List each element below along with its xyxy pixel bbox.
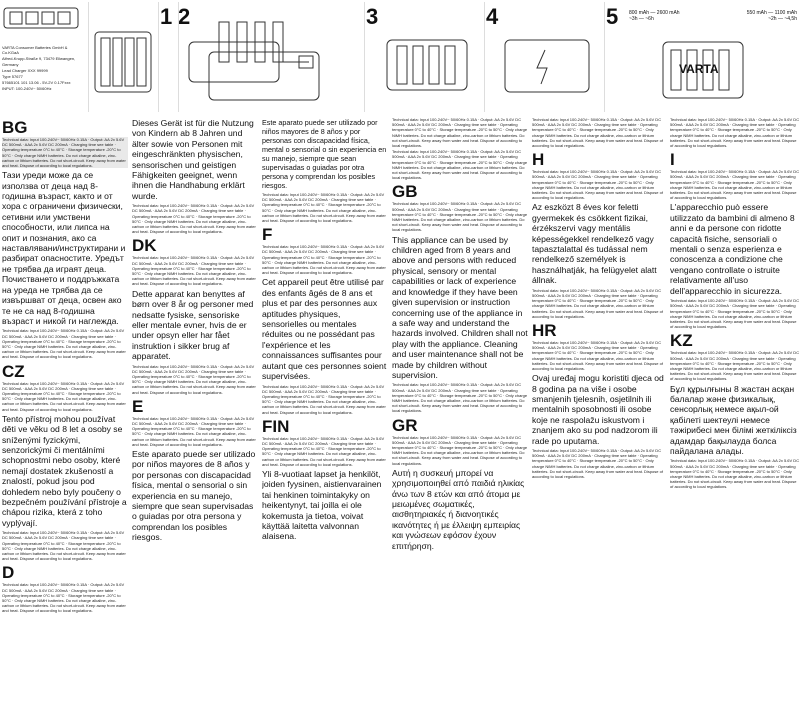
language-code: E	[132, 396, 144, 416]
fine-print: Technical data: Input 100-240V~ 50/60Hz 0.15A · Output: AA 2x 5.6V DC 500mA · AAA 2x 5.6V DC 200mA · Charging time see table · Operating temperature 0°C to 40°C · Storage temperature -20°C to 50°C · Only charge NiMH batteries. Do not charge alkaline, zinc-carbon or lithium batteries. Do not short-circuit. Keep away from water and heat. Dispose of according to local regulations.	[262, 383, 386, 415]
language-code: GR	[392, 415, 418, 435]
fine-print: Technical data: Input 100-240V~ 50/60Hz 0.15A · Output: AA 2x 5.6V DC 500mA · AAA 2x 5.6V DC 200mA · Charging time see table · Operating temperature 0°C to 40°C · Storage temperature -20°C to 50°C · Only charge NiMH batteries. Do not charge alkaline, zinc-carbon or lithium batteries. Do not short-circuit. Keep away from water and heat. Dispose of according to local regulations.	[392, 434, 528, 466]
safety-notice: Este aparato puede ser utilizado por niños mayores de 8 años y por personas con discapacidad física, mental o sensorial o sin experiencia en su manejo, siempre que sean supervisadas o guiadas por otra persona y comprendan los posibles riesgos.	[132, 448, 256, 543]
fine-print: Technical data: Input 100-240V~ 50/60Hz 0.15A · Output: AA 2x 5.6V DC 500mA · AAA 2x 5.6V DC 200mA · Charging time see table · Operating temperature 0°C to 40°C · Storage temperature -20°C to 50°C · Only charge NiMH batteries. Do not charge alkaline, zinc-carbon or lithium batteries. Do not short-circuit. Keep away from water and heat. Dispose of according to local regulations.	[132, 363, 256, 395]
company-line: Type 57677	[2, 74, 23, 80]
language-code: KZ	[670, 331, 693, 351]
column-1	[2, 116, 128, 722]
column-5	[532, 116, 666, 722]
safety-notice: Ovaj uređaj mogu koristiti djeca od 8 godina pa na više i osobe smanjenih tjelesnih, osjetilnih ili mentalnih sposobnosti ili osobe koje ne raspolažu iskustvom i znanjem ako su pod nadzorom ili rade po uputama.	[532, 373, 664, 446]
safety-notice: Yli 8-vuotiaat lapset ja henkilöt, joiden fyysinen, aistienvarainen tai henkinen toimintakyky on heikentynyt, tai joilla ei ole kokemusta ja tietoa, voivat käyttää laitetta valvonnan alaisena.	[262, 468, 382, 542]
fine-print: Technical data: Input 100-240V~ 50/60Hz 0.15A · Output: AA 2x 5.6V DC 500mA · AAA 2x 5.6V DC 200mA · Charging time see table · Operating temperature 0°C to 40°C · Storage temperature -20°C to 50°C · Only charge NiMH batteries. Do not charge alkaline, zinc-carbon or lithium batteries. Do not short-circuit. Keep away from water and heat. Dispose of according to local regulations.	[2, 530, 126, 562]
brand-logo: VARTA	[679, 62, 719, 76]
fine-print: Technical data: Input 100-240V~ 50/60Hz 0.15A · Output: AA 2x 5.6V DC 500mA · AAA 2x 5.6V DC 200mA · Charging time see table · Operating temperature 0°C to 40°C · Storage temperature -20°C to 50°C · Only charge NiMH batteries. Do not charge alkaline, zinc-carbon or lithium batteries. Do not short-circuit. Keep away from water and heat. Dispose of according to local regulations.	[532, 117, 663, 149]
language-code: CZ	[2, 361, 25, 381]
fine-print: Technical data: Input 100-240V~ 50/60Hz 0.15A · Output: AA 2x 5.6V DC 500mA · AAA 2x 5.6V DC 200mA · Charging time see table · Operating temperature 0°C to 40°C · Storage temperature -20°C to 50°C · Only charge NiMH batteries. Do not charge alkaline, zinc-carbon or lithium batteries. Do not short-circuit. Keep away from water and heat. Dispose of according to local regulations.	[532, 169, 663, 201]
label-panel	[2, 2, 84, 112]
language-code: DK	[132, 236, 157, 256]
company-line: Lead Charger XXX 99999	[2, 67, 48, 73]
language-code: D	[2, 563, 15, 583]
capacity-aa: 800 mAh — 2600 mAh	[629, 10, 680, 16]
safety-notice: Dieses Gerät ist für die Nutzung von Kindern ab 8 Jahren und älter sowie von Personen mit eingeschränkten physischen, sensorischen und geistigen Fähigkeiten geeignet, wenn ihnen die Handhabung erklärt wurde.	[132, 118, 254, 201]
fine-print: Technical data: Input 100-240V~ 50/60Hz 0.15A · Output: AA 2x 5.6V DC 500mA · AAA 2x 5.6V DC 200mA · Charging time see table · Operating temperature 0°C to 40°C · Storage temperature -20°C to 50°C · Only charge NiMH batteries. Do not charge alkaline, zinc-carbon or lithium batteries. Do not short-circuit. Keep away from water and heat. Dispose of according to local regulations.	[2, 137, 128, 168]
fine-print: Technical data: Input 100-240V~ 50/60Hz 0.15A · Output: AA 2x 5.6V DC 500mA · AAA 2x 5.6V DC 200mA · Charging time see table · Operating temperature 0°C to 40°C · Storage temperature -20°C to 50°C · Only charge NiMH batteries. Do not charge alkaline, zinc-carbon or lithium batteries. Do not short-circuit. Keep away from water and heat. Dispose of according to local regulations.	[670, 350, 800, 382]
step-1-panel	[88, 2, 159, 112]
fine-print: Technical data: Input 100-240V~ 50/60Hz 0.15A · Output: AA 2x 5.6V DC 500mA · AAA 2x 5.6V DC 200mA · Charging time see table · Operating temperature 0°C to 40°C · Storage temperature -20°C to 50°C · Only charge NiMH batteries. Do not charge alkaline, zinc-carbon or lithium batteries. Do not short-circuit. Keep away from water and heat. Dispose of according to local regulations.	[132, 203, 256, 235]
column-2	[132, 116, 258, 722]
language-code: FIN	[262, 416, 290, 436]
fine-print: Technical data: Input 100-240V~ 50/60Hz 0.15A · Output: AA 2x 5.6V DC 500mA · AAA 2x 5.6V DC 200mA · Charging time see table · Operating temperature 0°C to 40°C · Storage temperature -20°C to 50°C · Only charge NiMH batteries. Do not charge alkaline, zinc-carbon or lithium batteries. Do not short-circuit. Keep away from water and heat. Dispose of according to local regulations.	[670, 458, 800, 490]
fine-print: Technical data: Input 100-240V~ 50/60Hz 0.15A · Output: AA 2x 5.6V DC 500mA · AAA 2x 5.6V DC 200mA · Charging time see table · Operating temperature 0°C to 40°C · Storage temperature -20°C to 50°C · Only charge NiMH batteries. Do not charge alkaline, zinc-carbon or lithium batteries. Do not short-circuit. Keep away from water and heat. Dispose of according to local regulations.	[262, 435, 386, 467]
charger-icon	[2, 2, 84, 36]
charger-icon	[365, 2, 487, 112]
fine-print: Technical data: Input 100-240V~ 50/60Hz 0.15A · Output: AA 2x 5.6V DC 500mA · AAA 2x 5.6V DC 200mA · Charging time see table · Operating temperature 0°C to 40°C · Storage temperature -20°C to 50°C · Only charge NiMH batteries. Do not charge alkaline, zinc-carbon or lithium batteries. Do not short-circuit. Keep away from water and heat. Dispose of according to local regulations.	[262, 244, 386, 276]
charger-icon	[89, 2, 159, 112]
fine-print: Technical data: Input 100-240V~ 50/60Hz 0.15A · Output: AA 2x 5.6V DC 500mA · AAA 2x 5.6V DC 200mA · Charging time see table · Operating temperature 0°C to 40°C · Storage temperature -20°C to 50°C · Only charge NiMH batteries. Do not charge alkaline, zinc-carbon or lithium batteries. Do not short-circuit. Keep away from water and heat. Dispose of according to local regulations.	[262, 192, 386, 224]
company-line: 57665101 101 13.06 - 5V-2V 0.17Fxxx	[2, 80, 71, 86]
safety-notice: Тази уреди може да се използва от деца над 8-годишна възраст, както и от хора с ограничени физически, сетивни или умствени способности, или липса на опит и познания, ако са наставлявани/инструктирани и разбират опасностите. Уредът не трябва да играят деца. Почистването и поддръжката на уреда не трябва да се извършват от деца, освен ако те не са над 8-годишна възраст и никой ги наглежда.	[2, 170, 126, 326]
fine-print: Technical data: Input 100-240V~ 50/60Hz 0.15A · Output: AA 2x 5.6V DC 500mA · AAA 2x 5.6V DC 200mA · Charging time see table · Operating temperature 0°C to 40°C · Storage temperature -20°C to 50°C · Only charge NiMH batteries. Do not charge alkaline, zinc-carbon or lithium batteries. Do not short-circuit. Keep away from water and heat. Dispose of according to local regulations.	[532, 287, 663, 319]
company-line: Alfred-Krupp-Straße 9, 73479 Ellwangen, Germany	[2, 56, 76, 67]
language-code: BG	[2, 118, 28, 137]
label-text	[2, 45, 84, 92]
safety-notice: Este aparato puede ser utilizado por niños mayores de 8 años y por personas con discapacidad física, mental o sensorial o sin experiencia en su manejo, siempre que sean supervisadas o guiadas por otra persona y comprendan los posibles riesgos.	[262, 118, 387, 190]
safety-notice: This appliance can be used by children aged from 8 years and above and persons with reduced physical, sensory or mental capabilities or lack of experience and knowledge if they have been given supervision or instruction concerning use of the appliance in a safe way and understand the hazards involved. Children shall not play with the appliance. Cleaning and user maintenance shall not be made by children without supervision.	[392, 234, 528, 380]
charge-lightning-icon	[485, 2, 607, 112]
safety-notice: Cet appareil peut être utilisé par des enfants âgés de 8 ans et plus et par des personnes aux aptitudes physiques, sensorielles ou mentales réduites ou ne possédant pas l'expérience et les connaissances suffisantes pour autant que ces personnes soient supervisées.	[262, 277, 387, 382]
language-code: GB	[392, 182, 418, 202]
battery-icon	[179, 2, 359, 112]
fine-print: Technical data: Input 100-240V~ 50/60Hz 0.15A · Output: AA 2x 5.6V DC 500mA · AAA 2x 5.6V DC 200mA · Charging time see table · Operating temperature 0°C to 40°C · Storage temperature -20°C to 50°C · Only charge NiMH batteries. Do not charge alkaline, zinc-carbon or lithium batteries. Do not short-circuit. Keep away from water and heat. Dispose of according to local regulations.	[392, 149, 528, 181]
time-aa: ~3h — ~6h	[629, 16, 654, 22]
safety-notice: L'apparecchio può essere utilizzato da bambini di almeno 8 anni e da persone con ridotte capacità fisiche, sensoriali o mentali o senza esperienza e conoscenza a condizione che vengano controllate o istruite relativamente all'uso dell'apparecchio in sicurezza.	[670, 202, 795, 296]
fine-print: Technical data: Input 100-240V~ 50/60Hz 0.15A · Output: AA 2x 5.6V DC 500mA · AAA 2x 5.6V DC 200mA · Charging time see table · Operating temperature 0°C to 40°C · Storage temperature -20°C to 50°C · Only charge NiMH batteries. Do not charge alkaline, zinc-carbon or lithium batteries. Do not short-circuit. Keep away from water and heat. Dispose of according to local regulations.	[392, 117, 528, 149]
fine-print: Technical data: Input 100-240V~ 50/60Hz 0.15A · Output: AA 2x 5.6V DC 500mA · AAA 2x 5.6V DC 200mA · Charging time see table · Operating temperature 0°C to 40°C · Storage temperature -20°C to 50°C · Only charge NiMH batteries. Do not charge alkaline, zinc-carbon or lithium batteries. Do not short-circuit. Keep away from water and heat. Dispose of according to local regulations.	[670, 169, 800, 201]
step-4-panel	[484, 2, 607, 112]
time-aaa: ~2h — ~4,5h	[768, 16, 797, 22]
company-line: VARTA Consumer Batteries GmbH & Co.KGaA	[2, 45, 68, 56]
column-4	[392, 116, 528, 722]
charger-icon	[605, 2, 801, 112]
fine-print: Technical data: Input 100-240V~ 50/60Hz 0.15A · Output: AA 2x 5.6V DC 500mA · AAA 2x 5.6V DC 200mA · Charging time see table · Operating temperature 0°C to 40°C · Storage temperature -20°C to 50°C · Only charge NiMH batteries. Do not charge alkaline, zinc-carbon or lithium batteries. Do not short-circuit. Keep away from water and heat. Dispose of according to local regulations.	[670, 117, 800, 149]
fine-print: Technical data: Input 100-240V~ 50/60Hz 0.15A · Output: AA 2x 5.6V DC 500mA · AAA 2x 5.6V DC 200mA · Charging time see table · Operating temperature 0°C to 40°C · Storage temperature -20°C to 50°C · Only charge NiMH batteries. Do not charge alkaline, zinc-carbon or lithium batteries. Do not short-circuit. Keep away from water and heat. Dispose of according to local regulations.	[670, 298, 800, 330]
step-number: 4	[486, 4, 499, 29]
safety-notice: Dette apparat kan benyttes af børn over 8 år og personer med nedsatte fysiske, sensoriske eller mentale evner, hvis de er under opsyn eller har fået instruktion i sikker brug af apparatet.	[132, 288, 254, 362]
step-number: 3	[366, 4, 379, 29]
fine-print: Technical data: Input 100-240V~ 50/60Hz 0.15A · Output: AA 2x 5.6V DC 500mA · AAA 2x 5.6V DC 200mA · Charging time see table · Operating temperature 0°C to 40°C · Storage temperature -20°C to 50°C · Only charge NiMH batteries. Do not charge alkaline, zinc-carbon or lithium batteries. Do not short-circuit. Keep away from water and heat. Dispose of according to local regulations.	[2, 328, 126, 360]
step-number: 1	[160, 4, 173, 29]
fine-print: Technical data: Input 100-240V~ 50/60Hz 0.15A · Output: AA 2x 5.6V DC 500mA · AAA 2x 5.6V DC 200mA · Charging time see table · Operating temperature 0°C to 40°C · Storage temperature -20°C to 50°C · Only charge NiMH batteries. Do not charge alkaline, zinc-carbon or lithium batteries. Do not short-circuit. Keep away from water and heat. Dispose of according to local regulations.	[2, 380, 126, 412]
step-5-panel	[604, 2, 801, 112]
step-number: 2	[178, 4, 191, 29]
fine-print: Technical data: Input 100-240V~ 50/60Hz 0.15A · Output: AA 2x 5.6V DC 500mA · AAA 2x 5.6V DC 200mA · Charging time see table · Operating temperature 0°C to 40°C · Storage temperature -20°C to 50°C · Only charge NiMH batteries. Do not charge alkaline, zinc-carbon or lithium batteries. Do not short-circuit. Keep away from water and heat. Dispose of according to local regulations.	[392, 201, 528, 233]
company-line: INPUT: 100-240V~ 50/60Hz	[2, 86, 52, 92]
language-code: HR	[532, 320, 557, 340]
column-3	[262, 116, 388, 722]
fine-print: Technical data: Input 100-240V~ 50/60Hz 0.15A · Output: AA 2x 5.6V DC 500mA · AAA 2x 5.6V DC 200mA · Charging time see table · Operating temperature 0°C to 40°C · Storage temperature -20°C to 50°C · Only charge NiMH batteries. Do not charge alkaline, zinc-carbon or lithium batteries. Do not short-circuit. Keep away from water and heat. Dispose of according to local regulations.	[132, 415, 256, 447]
step-3-panel	[364, 2, 487, 112]
fine-print: Technical data: Input 100-240V~ 50/60Hz 0.15A · Output: AA 2x 5.6V DC 500mA · AAA 2x 5.6V DC 200mA · Charging time see table · Operating temperature 0°C to 40°C · Storage temperature -20°C to 50°C · Only charge NiMH batteries. Do not charge alkaline, zinc-carbon or lithium batteries. Do not short-circuit. Keep away from water and heat. Dispose of according to local regulations.	[2, 582, 126, 614]
safety-notice: Бұл құрылғыны 8 жастан асқан балалар және физикалық, сенсорлық немесе ақыл-ой қабілеті шектеулі немесе тәжірибесі мен білімі жеткіліксіз адамдар бақылауда болса пайдалана алады.	[670, 383, 797, 456]
safety-notice: Αυτή η συσκευή μπορεί να χρησιμοποιηθεί από παιδιά ηλικίας άνω των 8 ετών και από άτομα με μειωμένες σωματικές, αισθητηριακές ή διανοητικές ικανότητες ή με έλλειψη εμπειρίας και γνώσεων εφόσον έχουν επιτήρηση.	[392, 467, 525, 551]
step-number: 5	[606, 4, 619, 29]
safety-notice: Az eszközt 8 éves kor feletti gyermekek és csökkent fizikai, érzékszervi vagy mentális képességekkel rendelkező vagy tapasztalattal és tudással nem rendelkező személyek is használhatják, ha felügyelet alatt állnak.	[532, 202, 657, 286]
capacity-aaa: 550 mAh — 1100 mAh	[746, 10, 797, 16]
language-code: H	[532, 150, 545, 170]
safety-notice: Tento přístroj mohou používat děti ve věku od 8 let a osoby se sníženými fyzickými, senzorickými či mentálními schopnostmi nebo osoby, které nemají dostatek zkušeností a znalostí, pokud jsou pod dohledem nebo byly poučeny o bezpečném používání přístroje a chápou rizika, která z toho vyplývají.	[2, 413, 127, 528]
fine-print: Technical data: Input 100-240V~ 50/60Hz 0.15A · Output: AA 2x 5.6V DC 500mA · AAA 2x 5.6V DC 200mA · Charging time see table · Operating temperature 0°C to 40°C · Storage temperature -20°C to 50°C · Only charge NiMH batteries. Do not charge alkaline, zinc-carbon or lithium batteries. Do not short-circuit. Keep away from water and heat. Dispose of according to local regulations.	[392, 382, 528, 414]
fine-print: Technical data: Input 100-240V~ 50/60Hz 0.15A · Output: AA 2x 5.6V DC 500mA · AAA 2x 5.6V DC 200mA · Charging time see table · Operating temperature 0°C to 40°C · Storage temperature -20°C to 50°C · Only charge NiMH batteries. Do not charge alkaline, zinc-carbon or lithium batteries. Do not short-circuit. Keep away from water and heat. Dispose of according to local regulations.	[532, 339, 663, 371]
step-2-panel	[178, 2, 359, 112]
language-code: F	[262, 225, 273, 245]
column-6	[670, 116, 800, 722]
fine-print: Technical data: Input 100-240V~ 50/60Hz 0.15A · Output: AA 2x 5.6V DC 500mA · AAA 2x 5.6V DC 200mA · Charging time see table · Operating temperature 0°C to 40°C · Storage temperature -20°C to 50°C · Only charge NiMH batteries. Do not charge alkaline, zinc-carbon or lithium batteries. Do not short-circuit. Keep away from water and heat. Dispose of according to local regulations.	[532, 447, 663, 479]
fine-print: Technical data: Input 100-240V~ 50/60Hz 0.15A · Output: AA 2x 5.6V DC 500mA · AAA 2x 5.6V DC 200mA · Charging time see table · Operating temperature 0°C to 40°C · Storage temperature -20°C to 50°C · Only charge NiMH batteries. Do not charge alkaline, zinc-carbon or lithium batteries. Do not short-circuit. Keep away from water and heat. Dispose of according to local regulations.	[132, 255, 256, 287]
language-code: I	[670, 150, 675, 170]
